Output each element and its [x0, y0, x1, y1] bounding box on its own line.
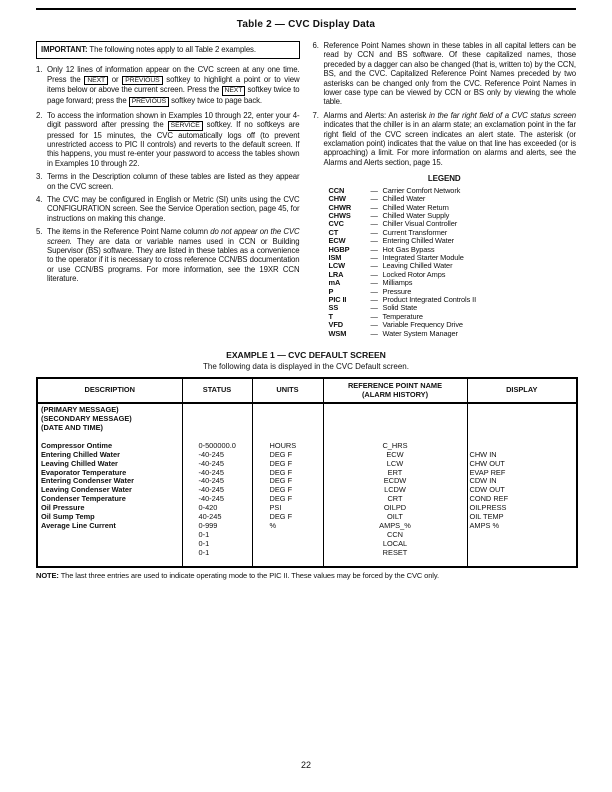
cell-status: 0-420 [182, 504, 252, 513]
cell-status: -40-245 [182, 460, 252, 469]
note-3 [36, 172, 300, 191]
legend-abbr: mA [328, 278, 341, 288]
legend-abbr: CVC [328, 219, 344, 229]
cell-units: DEG F [252, 513, 323, 522]
table-body [37, 403, 577, 566]
cell-description [37, 540, 182, 549]
cell-units [252, 549, 323, 567]
cell-status: 0-1 [182, 531, 252, 540]
cell-ref-point-name: LCW [323, 460, 467, 469]
table-row [37, 495, 577, 504]
cell-display: EVAP REF [467, 469, 577, 478]
note-2 [36, 111, 300, 169]
legend-dash: — [370, 311, 378, 321]
note-6 [313, 41, 577, 107]
cell-ref-point-name: CCN [323, 531, 467, 540]
legend-abbr: HGBP [328, 244, 350, 254]
legend-abbr: CT [328, 227, 339, 237]
cell-ref-point-name: C_HRS [323, 442, 467, 451]
cell-ref-point-name: ERT [323, 469, 467, 478]
table-row [37, 522, 577, 531]
legend-entry-pic-ii [313, 296, 577, 304]
cell-status: -40-245 [182, 477, 252, 486]
cell-description: (DATE AND TIME) [41, 424, 103, 432]
cell-units: PSI [252, 504, 323, 513]
cell-units [252, 531, 323, 540]
cell-description: Leaving Condenser Water [41, 486, 132, 495]
legend-abbr: CHWS [328, 210, 351, 220]
table-row [37, 549, 577, 567]
note-text-italic: do not appear on the CVC screen. [47, 227, 300, 246]
legend-dash: — [370, 294, 378, 304]
cell-units [252, 415, 323, 424]
cell-status [182, 403, 252, 415]
cell-units: DEG F [252, 495, 323, 504]
note-text: indicates that the chiller is in an alarm state; an exclamation point in the far right field of the CVC screen indicates an alert state. The asterisk (or exclamation point) indicates that the value on that line has exceeded (or is approaching) a limit. For more information on alarms and alerts, see the Alarms and Alerts section, page 15. [323, 120, 576, 167]
cell-status [182, 415, 252, 424]
legend-meaning: Integrated Starter Module [382, 252, 464, 262]
legend-dash: — [370, 202, 378, 212]
cell-description: (SECONDARY MESSAGE) [41, 415, 132, 424]
legend-meaning: Milliamps [382, 278, 413, 288]
legend-meaning: Chilled Water Supply [382, 210, 450, 220]
note-text: softkey to highlight a point or to view items below or above the current screen. Press the [47, 74, 300, 95]
cell-description: Oil Sump Temp [41, 513, 95, 522]
cell-display [467, 549, 577, 567]
legend [313, 174, 577, 338]
legend-meaning: Water System Manager [382, 328, 458, 338]
legend-meaning: Pressure [382, 286, 412, 296]
legend-entry-ss [313, 304, 577, 312]
note-text: Reference Point Names shown in these tables in all capital letters can be read by CCN and BS software. Of these capitalized names, those preceded by a dagger can also be changed (that is, written to) by the CCN, BS, and the CVC. Capitalized Reference Point Names preceded by two asterisks can be changed only from the CVC. Reference Point Names in lower case type can be viewed by CCN or BS only by viewing the whole table. [323, 41, 576, 107]
table-row [37, 504, 577, 513]
cell-ref-point-name: ECDW [323, 477, 467, 486]
legend-entry-wsm [313, 330, 577, 338]
table-row [37, 424, 577, 433]
legend-abbr: WSM [328, 328, 347, 338]
note-number: 5. [36, 227, 43, 237]
cell-display: OILPRESS [467, 504, 577, 513]
legend-entry-ma [313, 279, 577, 287]
legend-dash: — [370, 219, 378, 229]
cell-units [252, 540, 323, 549]
note-text-italic: in the far right field of a CVC status screen [428, 110, 576, 120]
cell-ref-point-name [323, 424, 467, 433]
cell-units [252, 433, 323, 442]
cell-display: OIL TEMP [467, 513, 577, 522]
cell-description: Entering Condenser Water [41, 477, 134, 486]
legend-dash: — [370, 286, 378, 296]
legend-abbr: CHWR [328, 202, 352, 212]
important-box [36, 41, 300, 59]
cell-display [467, 424, 577, 433]
softkey-label: PREVIOUS [122, 76, 162, 86]
legend-dash: — [370, 303, 378, 313]
table-note-text: The last three entries are used to indicate operating mode to the PIC II. These values may be forced by the CVC only. [58, 570, 439, 580]
legend-dash: — [370, 185, 378, 195]
legend-title: LEGEND [427, 174, 461, 184]
table-row [37, 442, 577, 451]
legend-abbr: SS [328, 303, 339, 313]
note-text: Terms in the Description column of these tables are listed as they appear on the CVC screen. [47, 172, 300, 191]
legend-meaning: Current Transformer [382, 227, 448, 237]
legend-entry-lra [313, 271, 577, 279]
note-number: 7. [312, 110, 319, 120]
cell-description: Average Line Current [41, 521, 116, 530]
cell-units: % [252, 522, 323, 531]
legend-abbr: T [328, 311, 333, 321]
cell-display: CDW IN [467, 477, 577, 486]
cell-display: CDW OUT [467, 486, 577, 495]
cell-display [467, 415, 577, 424]
cell-description: Leaving Chilled Water [41, 459, 118, 468]
legend-abbr: LRA [328, 269, 344, 279]
legend-meaning: Chiller Visual Controller [382, 219, 458, 229]
note-text: Only 12 lines of information appear on the CVC screen at any one time. Press the [47, 65, 300, 84]
cell-display: COND REF [467, 495, 577, 504]
notes-column-left [36, 41, 300, 338]
cell-display [467, 403, 577, 415]
cell-description [37, 433, 182, 442]
legend-meaning: Chilled Water Return [382, 202, 449, 212]
cell-display [467, 531, 577, 540]
note-1 [36, 65, 300, 106]
note-text: The CVC may be configured in English or Metric (SI) units using the CVC CONFIGURATION screen. See the Service Operation section, page 45, for instructions on making this change. [47, 195, 300, 223]
cell-display: CHW IN [467, 451, 577, 460]
table-note [36, 571, 576, 580]
legend-abbr: VFD [328, 320, 343, 330]
legend-dash: — [370, 328, 378, 338]
cell-status: -40-245 [182, 486, 252, 495]
note-text: To access the information shown in Examples 10 through 22, enter your 4-digit password after pressing the [47, 110, 300, 129]
legend-abbr: PIC II [328, 294, 347, 304]
note-7 [313, 111, 577, 167]
cell-units: DEG F [252, 486, 323, 495]
note-5 [36, 227, 300, 283]
note-number: 3. [36, 172, 43, 182]
legend-meaning: Variable Frequency Drive [382, 320, 463, 330]
cell-units: DEG F [252, 460, 323, 469]
cell-display [467, 442, 577, 451]
example1-title: EXAMPLE 1 — CVC DEFAULT SCREEN [226, 350, 386, 360]
legend-dash: — [370, 244, 378, 254]
table-note-label: NOTE: [36, 570, 59, 580]
cell-ref-point-name: LOCAL [323, 540, 467, 549]
legend-dash: — [370, 210, 378, 220]
cell-units [252, 403, 323, 415]
cell-status: 0-1 [182, 540, 252, 549]
softkey-label: NEXT [84, 76, 108, 86]
legend-meaning: Locked Rotor Amps [382, 269, 446, 279]
legend-abbr: ISM [328, 252, 342, 262]
table-row [37, 460, 577, 469]
legend-meaning: Hot Gas Bypass [382, 244, 435, 254]
cell-ref-point-name: CRT [323, 495, 467, 504]
cell-status [182, 424, 252, 433]
softkey-label: NEXT [222, 86, 246, 96]
cell-ref-point-name [323, 433, 467, 442]
cell-ref-point-name: OILT [323, 513, 467, 522]
legend-meaning: Entering Chilled Water [382, 236, 454, 246]
table-row [37, 403, 577, 415]
important-label: IMPORTANT: [41, 45, 88, 54]
cell-display: CHW OUT [467, 460, 577, 469]
example1-header [36, 350, 576, 371]
cell-description: Evaporator Temperature [41, 468, 127, 477]
cell-units: DEG F [252, 451, 323, 460]
cell-status: 0-999 [182, 522, 252, 531]
cvc-default-screen-table [36, 377, 578, 568]
table-row [37, 469, 577, 478]
cell-units [252, 424, 323, 433]
table-row [37, 477, 577, 486]
legend-dash: — [370, 320, 378, 330]
legend-abbr: ECW [328, 236, 346, 246]
cell-display [467, 540, 577, 549]
legend-abbr: P [328, 286, 334, 296]
note-number: 4. [36, 195, 43, 205]
legend-entry-ccn [313, 187, 577, 195]
legend-meaning: Leaving Chilled Water [382, 261, 453, 271]
cell-units: HOURS [252, 442, 323, 451]
legend-meaning: Chilled Water [382, 194, 426, 204]
important-text: The following notes apply to all Table 2 examples. [87, 45, 256, 54]
legend-abbr: CHW [328, 194, 346, 204]
table-header-row [37, 378, 577, 403]
legend-meaning: Carrier Comfort Network [382, 185, 461, 195]
legend-abbr: LCW [328, 261, 346, 271]
notes-columns [36, 41, 576, 338]
note-text: softkey twice to page back. [169, 96, 262, 105]
table-row [37, 415, 577, 424]
note-text: The items in the Reference Point Name column [47, 227, 211, 237]
note-text: softkey twice to page forward; press the [47, 85, 300, 105]
cell-status: -40-245 [182, 495, 252, 504]
note-number: 1. [36, 65, 43, 75]
cell-description: Condenser Temperature [41, 495, 126, 504]
legend-dash: — [370, 252, 378, 262]
legend-meaning: Solid State [382, 303, 418, 313]
legend-dash: — [370, 269, 378, 279]
cell-description: Oil Pressure [41, 504, 85, 513]
legend-entry-ecw [313, 237, 577, 245]
table-row [37, 433, 577, 442]
cell-status: 0-1 [182, 549, 252, 567]
cell-description [37, 531, 182, 540]
legend-dash: — [370, 236, 378, 246]
legend-meaning: Temperature [382, 311, 423, 321]
cell-status [182, 433, 252, 442]
cell-status: -40-245 [182, 451, 252, 460]
legend-entries [313, 187, 577, 338]
note-text: Alarms and Alerts: An asterisk [323, 110, 429, 120]
cell-units: DEG F [252, 469, 323, 478]
note-text: They are data or variable names used in CCN or Building Supervisor (BS) software. They are listed in these tables as a convenience to the operator if it is necessary to cross reference CCN/BS documentation or use CCN/BS programs. For more information, see the 19XR CCN literature. [47, 236, 300, 284]
table-row [37, 486, 577, 495]
cell-ref-point-name [323, 415, 467, 424]
notes-list-left [36, 65, 300, 283]
note-4 [36, 195, 300, 223]
note-text: or [108, 74, 123, 84]
legend-dash: — [370, 261, 378, 271]
table-row [37, 540, 577, 549]
legend-dash: — [370, 194, 378, 204]
cell-description: Compressor Ontime [41, 441, 113, 450]
example1-subtitle: The following data is displayed in the CVC Default screen. [203, 362, 409, 371]
softkey-label: PREVIOUS [129, 97, 169, 107]
cell-status: 0-500000.0 [182, 442, 252, 451]
softkey-label: SERVICE [168, 121, 203, 131]
top-rule [36, 8, 576, 10]
cell-ref-point-name: RESET [323, 549, 467, 567]
legend-dash: — [370, 278, 378, 288]
table-row [37, 531, 577, 540]
cell-units: DEG F [252, 477, 323, 486]
cell-description: (PRIMARY MESSAGE) [41, 405, 119, 415]
notes-column-right [313, 41, 577, 338]
note-number: 6. [312, 41, 319, 50]
col-header-description: DESCRIPTION [37, 378, 182, 403]
table-row [37, 513, 577, 522]
col-header-status: STATUS [182, 378, 252, 403]
cell-display [467, 433, 577, 442]
cell-ref-point-name: OILPD [323, 504, 467, 513]
cell-ref-point-name: LCDW [323, 486, 467, 495]
note-text: softkey. If no softkeys are pressed for 15 minutes, the CVC automatically logs off (to prevent unrestricted access to PIC II controls) and reverts to the default screen. If this happens, you must re-enter your password to access the tables shown in Examples 10 through 22. [47, 120, 300, 168]
col-header-display: DISPLAY [467, 378, 577, 403]
cell-ref-point-name: ECW [323, 451, 467, 460]
legend-abbr: CCN [328, 185, 345, 195]
legend-meaning: Product Integrated Controls II [382, 294, 477, 304]
cell-description [37, 549, 182, 567]
col-header-ref-point-name: REFERENCE POINT NAME (ALARM HISTORY) [323, 378, 467, 403]
cell-display: AMPS % [467, 522, 577, 531]
cell-status: 40-245 [182, 513, 252, 522]
notes-list-right [313, 41, 577, 167]
note-number: 2. [36, 110, 43, 120]
page-title: Table 2 — CVC Display Data [236, 19, 376, 30]
col-header-units: UNITS [252, 378, 323, 403]
cell-ref-point-name [323, 403, 467, 415]
page-number: 22 [300, 760, 311, 770]
legend-dash: — [370, 227, 378, 237]
table-row [37, 451, 577, 460]
cell-status: -40-245 [182, 469, 252, 478]
cell-description: Entering Chilled Water [41, 450, 120, 459]
cell-ref-point-name: AMPS_% [323, 522, 467, 531]
